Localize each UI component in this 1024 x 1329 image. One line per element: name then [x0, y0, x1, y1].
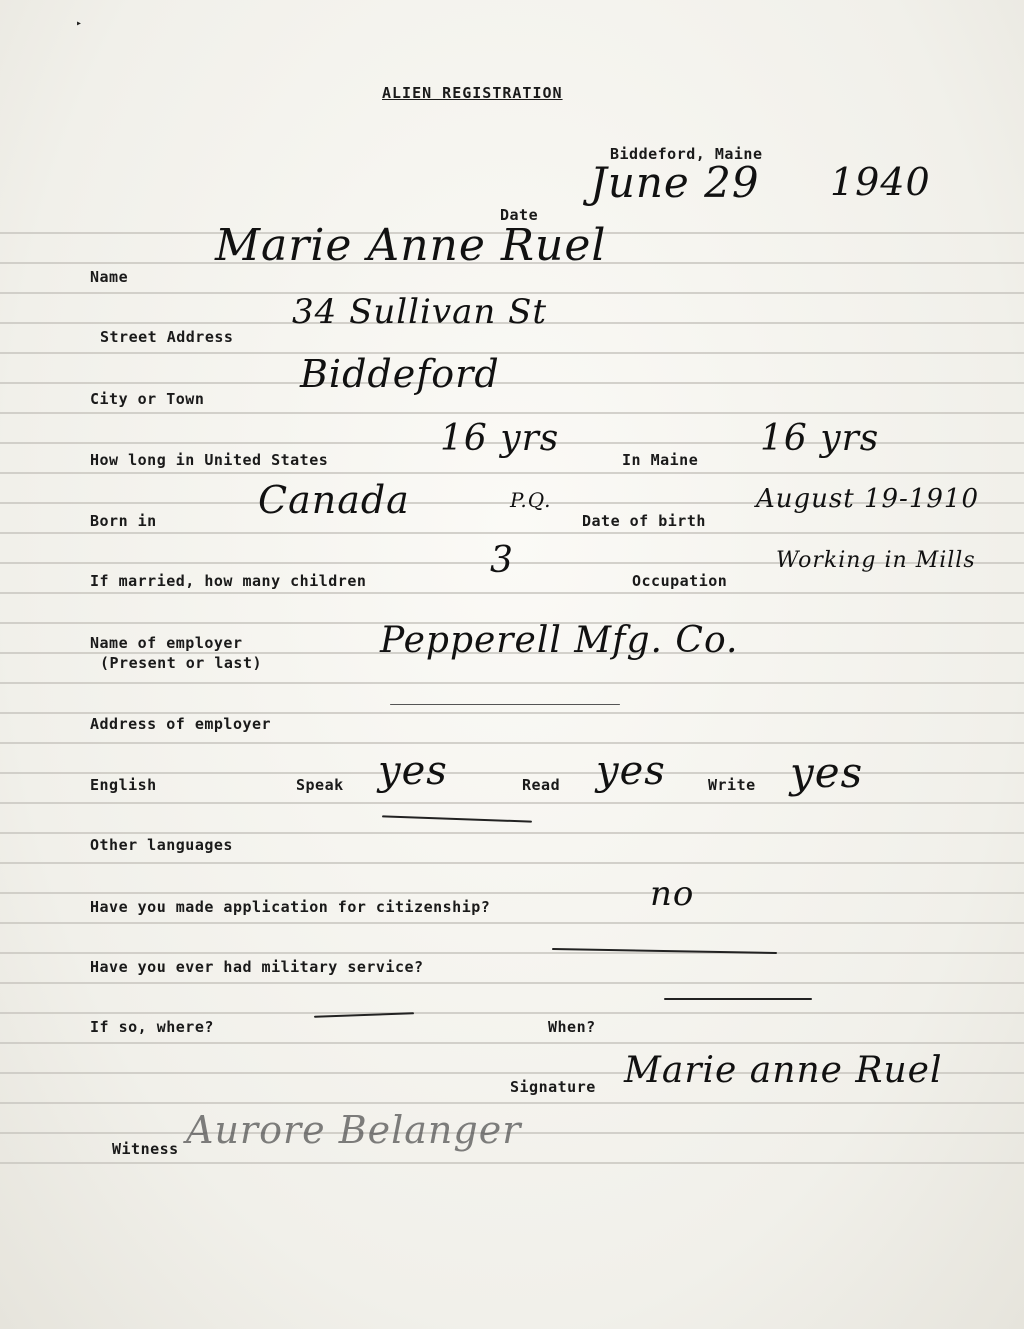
ruled-line	[0, 862, 1024, 864]
ruled-line	[0, 772, 1024, 774]
years-us-entry: 16 yrs	[440, 418, 560, 459]
ruled-line	[0, 412, 1024, 414]
ruled-line	[0, 982, 1024, 984]
signature-entry: Marie anne Ruel	[624, 1050, 943, 1091]
speak-label: Speak	[296, 776, 344, 794]
ruled-line	[0, 1042, 1024, 1044]
ruled-line	[0, 1162, 1024, 1164]
speak-underline-stroke	[382, 815, 532, 822]
street-address-label: Street Address	[100, 328, 234, 346]
ruled-line	[0, 382, 1024, 384]
if-so-where-label: If so, where?	[90, 1018, 214, 1036]
ruled-line	[0, 952, 1024, 954]
born-in-label: Born in	[90, 512, 157, 530]
witness-entry: Aurore Belanger	[186, 1108, 522, 1152]
ruled-line	[0, 922, 1024, 924]
speak-entry: yes	[378, 748, 448, 794]
form-title: ALIEN REGISTRATION	[382, 84, 563, 102]
married-children-label: If married, how many children	[90, 572, 367, 590]
location-label: Biddeford, Maine	[610, 145, 763, 163]
date-of-birth-label: Date of birth	[582, 512, 706, 530]
city-label: City or Town	[90, 390, 205, 408]
ruled-line	[0, 682, 1024, 684]
ruled-line	[0, 472, 1024, 474]
children-entry: 3	[490, 540, 514, 581]
witness-label: Witness	[112, 1140, 179, 1158]
ruled-line	[0, 712, 1024, 714]
ruled-line	[0, 1102, 1024, 1104]
how-long-us-label: How long in United States	[90, 451, 329, 469]
year-entry: 1940	[830, 160, 931, 204]
date-label: Date	[500, 206, 539, 224]
military-label: Have you ever had military service?	[90, 958, 424, 976]
ruled-line	[0, 1012, 1024, 1014]
write-label: Write	[708, 776, 756, 794]
name-entry: Marie Anne Ruel	[215, 220, 607, 271]
ruled-line	[0, 892, 1024, 894]
ruled-line	[0, 742, 1024, 744]
ruled-line	[0, 832, 1024, 834]
read-label: Read	[522, 776, 561, 794]
occupation-entry: Working in Mills	[776, 548, 976, 573]
born-province-mark: P.Q.	[510, 488, 552, 512]
when-dash-stroke	[664, 998, 812, 1000]
employer-underline-stroke	[390, 704, 620, 705]
ruled-line	[0, 802, 1024, 804]
corner-mark: ▸	[76, 18, 83, 29]
in-maine-label: In Maine	[622, 451, 699, 469]
ruled-line	[0, 352, 1024, 354]
born-in-entry: Canada	[258, 478, 410, 522]
name-label: Name	[90, 268, 129, 286]
citizenship-entry: no	[650, 874, 695, 914]
read-entry: yes	[596, 748, 666, 794]
ruled-line	[0, 592, 1024, 594]
occupation-label: Occupation	[632, 572, 728, 590]
date-of-birth-entry: August 19-1910	[756, 484, 980, 514]
signature-label: Signature	[510, 1078, 596, 1096]
english-label: English	[90, 776, 157, 794]
city-entry: Biddeford	[300, 352, 500, 396]
employer-address-label: Address of employer	[90, 715, 272, 733]
date-entry: June 29	[590, 158, 760, 207]
years-maine-entry: 16 yrs	[760, 418, 880, 459]
write-entry: yes	[790, 748, 864, 797]
employer-entry: Pepperell Mfg. Co.	[380, 620, 739, 661]
employer-name-sublabel: (Present or last)	[100, 654, 263, 672]
employer-name-label: Name of employer	[90, 634, 243, 652]
street-address-entry: 34 Sullivan St	[292, 292, 548, 332]
when-label: When?	[548, 1018, 596, 1036]
ruled-line	[0, 532, 1024, 534]
citizenship-label: Have you made application for citizenship?	[90, 898, 491, 916]
other-languages-label: Other languages	[90, 836, 233, 854]
